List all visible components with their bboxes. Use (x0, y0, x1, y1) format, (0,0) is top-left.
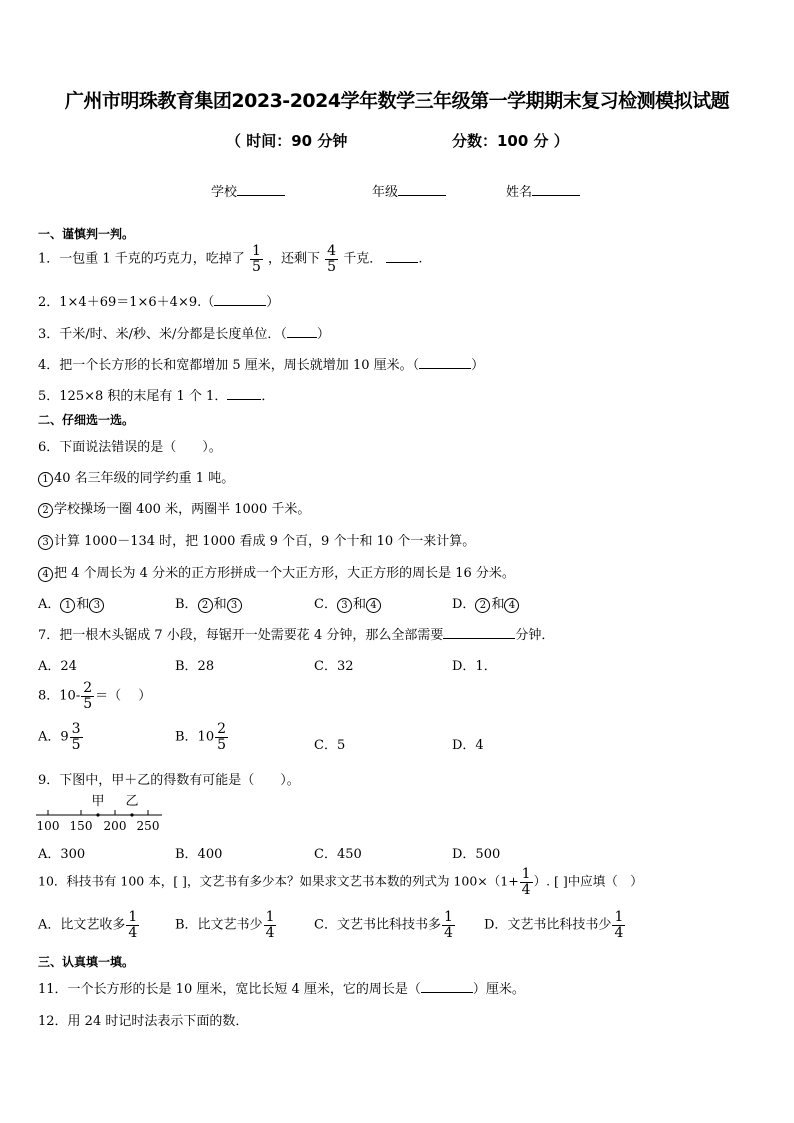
option-text: 和 (491, 597, 505, 612)
answer-blank-2[interactable] (214, 295, 266, 306)
q4-text-a: 4．把一个长方形的长和宽都增加 5 厘米，周长就增加 10 厘米。（ (38, 358, 420, 373)
q10-text-a: 10．科技书有 100 本，[ ]，文艺书有多少本？如果求文艺书本数的列式为 100×（1+ (38, 873, 519, 889)
frac-den: 4 (128, 924, 138, 941)
frac-num: 1 (521, 866, 531, 882)
option-text: A．比文艺收多 (38, 917, 126, 933)
frac-num: 1 (614, 909, 624, 925)
q10-option-a[interactable] (38, 910, 140, 940)
option-text: C．文艺书比科技书多 (314, 917, 441, 933)
fraction-2-5 (81, 681, 94, 711)
tick-label: 250 (136, 819, 160, 833)
q9-option-c[interactable]: C．450 (314, 847, 362, 862)
question-3 (38, 323, 330, 342)
question-6-stem: 6．下面说法错误的是（ ）。 (38, 440, 222, 455)
q6-option-a[interactable] (38, 593, 105, 613)
point-label-yi: 乙 (125, 794, 139, 809)
fraction-4-5 (325, 244, 338, 274)
fraction (70, 722, 83, 752)
q7-option-b[interactable]: B．28 (175, 659, 215, 674)
circled-number-icon: 3 (38, 535, 53, 550)
fraction (442, 910, 455, 940)
q9-option-d[interactable]: D．500 (452, 847, 501, 862)
answer-blank-5[interactable] (227, 389, 261, 400)
circled-number-icon: 2 (38, 503, 53, 518)
option-label: C． (314, 597, 337, 612)
frac-den: 4 (265, 924, 275, 941)
frac-den: 5 (251, 258, 261, 275)
option-label: D． (452, 597, 476, 612)
q6-item-4 (38, 562, 515, 582)
question-10 (38, 867, 643, 897)
q9-option-b[interactable]: B．400 (175, 847, 223, 862)
q5-text-b: ． (261, 389, 275, 404)
frac-num: 1 (251, 243, 261, 259)
page-title: 广州市明珠教育集团2023-2024学年数学三年级第一学期期末复习检测模拟试题 (64, 90, 730, 112)
q1-text-d: . (418, 251, 423, 267)
question-12: 12．用 24 时记时法表示下面的数． (38, 1014, 249, 1029)
option-label: B．10 (175, 729, 215, 745)
frac-den: 4 (521, 881, 531, 898)
point-jia (96, 813, 99, 816)
q6-item-text: 把 4 个周长为 4 分米的正方形拼成一个大正方形，大正方形的周长是 16 分米。 (54, 566, 515, 581)
number-line-figure (34, 790, 164, 834)
answer-blank-7[interactable] (443, 628, 515, 639)
q8-text-a: 8．10- (38, 688, 81, 704)
point-label-jia: 甲 (91, 794, 105, 809)
option-label: A． (38, 597, 61, 612)
frac-num: 1 (265, 909, 275, 925)
frac-num: 2 (83, 680, 93, 696)
frac-num: 1 (443, 909, 453, 925)
q8-option-b[interactable] (175, 722, 229, 752)
option-text: D．文艺书比科技书少 (484, 917, 612, 933)
frac-den: 5 (217, 736, 227, 753)
grade-label: 年级 (372, 185, 399, 200)
tick-label: 200 (103, 819, 127, 833)
score-label: 分数：100 分 ） (452, 132, 569, 150)
q10-option-b[interactable] (175, 910, 277, 940)
name-blank[interactable] (532, 183, 580, 196)
frac-den: 4 (614, 924, 624, 941)
q8-option-d[interactable]: D．4 (452, 738, 484, 753)
tick-label: 150 (69, 819, 93, 833)
frac-den: 5 (83, 695, 93, 712)
q6-item-1 (38, 467, 234, 487)
q1-text-c: 千克． (343, 251, 383, 267)
option-text: 和 (213, 597, 227, 612)
q8-option-a[interactable] (38, 722, 84, 752)
tick-label: 100 (36, 819, 60, 833)
frac-num: 1 (128, 909, 138, 925)
fraction-1-4 (520, 867, 533, 897)
section-heading-2: 二、仔细选一选。 (38, 413, 135, 427)
circled-number-icon: 3 (227, 598, 242, 613)
circled-number-icon: 2 (475, 598, 490, 613)
q2-text-b: ） (266, 295, 280, 310)
question-1 (38, 244, 423, 274)
circled-number-icon: 3 (337, 598, 352, 613)
frac-den: 5 (327, 258, 337, 275)
q7-text-a: 7．把一根木头锯成 7 小段，每锯开一处需要花 4 分钟，那么全部需要 (38, 628, 444, 643)
q9-option-a[interactable]: A．300 (38, 847, 86, 862)
q10-option-c[interactable] (314, 910, 456, 940)
question-8 (38, 681, 151, 711)
q7-text-b: 分钟． (515, 628, 555, 643)
frac-num: 3 (71, 721, 81, 737)
q6-option-d[interactable] (452, 593, 520, 613)
frac-den: 5 (71, 736, 81, 753)
q10-text-b: ）. [ ]中应填（ ） (533, 873, 643, 889)
answer-blank-3[interactable] (287, 327, 317, 338)
q11-text-b: ）厘米。 (472, 982, 525, 997)
circled-number-icon: 1 (38, 472, 53, 487)
frac-den: 4 (443, 924, 453, 941)
section-heading-1: 一、谨慎判一判。 (38, 227, 135, 241)
name-field (506, 181, 580, 200)
fraction (612, 910, 625, 940)
q1-text-b: ，还剩下 (268, 251, 321, 267)
q11-text-a: 11．一个长方形的长是 10 厘米，宽比长短 4 厘米，它的周长是（ (38, 982, 421, 997)
q8-option-c[interactable]: C．5 (314, 738, 346, 753)
option-label: B． (175, 597, 198, 612)
q5-text-a: 5．125×8 积的末尾有 1 个 1． (38, 389, 228, 404)
fraction-1-5 (250, 244, 263, 274)
name-label: 姓名 (506, 185, 533, 200)
q6-item-text: 学校操场一圈 400 米，两圈半 1000 千米。 (54, 502, 311, 517)
question-7 (38, 624, 554, 643)
circled-number-icon: 3 (89, 598, 104, 613)
fraction (264, 910, 277, 940)
question-9-stem: 9．下图中，甲＋乙的得数有可能是（ ）。 (38, 773, 300, 788)
school-field (211, 181, 285, 200)
option-text: 和 (352, 597, 366, 612)
answer-blank-1[interactable] (386, 252, 418, 263)
q6-item-3 (38, 530, 475, 550)
q3-text-a: 3．千米/时、米/秒、米/分都是长度单位．（ (38, 327, 287, 342)
q6-item-text: 40 名三年级的同学约重 1 吨。 (54, 471, 235, 486)
answer-blank-4[interactable] (419, 358, 471, 369)
time-label: （ 时间：90 分钟 (226, 132, 348, 150)
question-5 (38, 385, 274, 404)
question-2 (38, 291, 279, 310)
q6-option-c[interactable] (314, 593, 382, 613)
school-label: 学校 (211, 185, 238, 200)
q6-item-text: 计算 1000－134 时，把 1000 看成 9 个百，9 个十和 10 个一来计算。 (54, 534, 476, 549)
answer-blank-11[interactable] (421, 982, 473, 993)
circled-number-icon: 4 (38, 567, 53, 582)
q6-option-b[interactable] (175, 593, 243, 613)
circled-number-icon: 1 (60, 598, 75, 613)
q1-text-a: 1．一包重 1 千克的巧克力，吃掉了 (38, 251, 245, 267)
circled-number-icon: 4 (366, 598, 381, 613)
q3-text-b: ） (316, 327, 330, 342)
q7-option-c[interactable]: C．32 (314, 659, 354, 674)
frac-num: 2 (217, 721, 227, 737)
q7-option-a[interactable]: A．24 (38, 659, 77, 674)
q6-item-2 (38, 498, 310, 518)
circled-number-icon: 4 (504, 598, 519, 613)
grade-field (372, 181, 446, 200)
option-text: 和 (76, 597, 90, 612)
question-11 (38, 978, 525, 997)
q7-option-d[interactable]: D．1． (452, 659, 497, 674)
frac-num: 4 (327, 243, 337, 259)
school-blank[interactable] (237, 183, 285, 196)
q10-option-d[interactable] (484, 910, 626, 940)
section-heading-3: 三、认真填一填。 (38, 955, 135, 969)
option-label: A．9 (38, 729, 69, 745)
q2-text-a: 2．1×4＋69＝1×6＋4×9.（ (38, 295, 215, 310)
grade-blank[interactable] (398, 183, 446, 196)
option-text: B．比文艺书少 (175, 917, 263, 933)
circled-number-icon: 2 (198, 598, 213, 613)
question-4 (38, 354, 484, 373)
point-yi (130, 813, 133, 816)
q4-text-b: ） (471, 358, 485, 373)
fraction (126, 910, 139, 940)
q8-text-b: ＝（ ） (95, 688, 152, 704)
fraction (215, 722, 228, 752)
